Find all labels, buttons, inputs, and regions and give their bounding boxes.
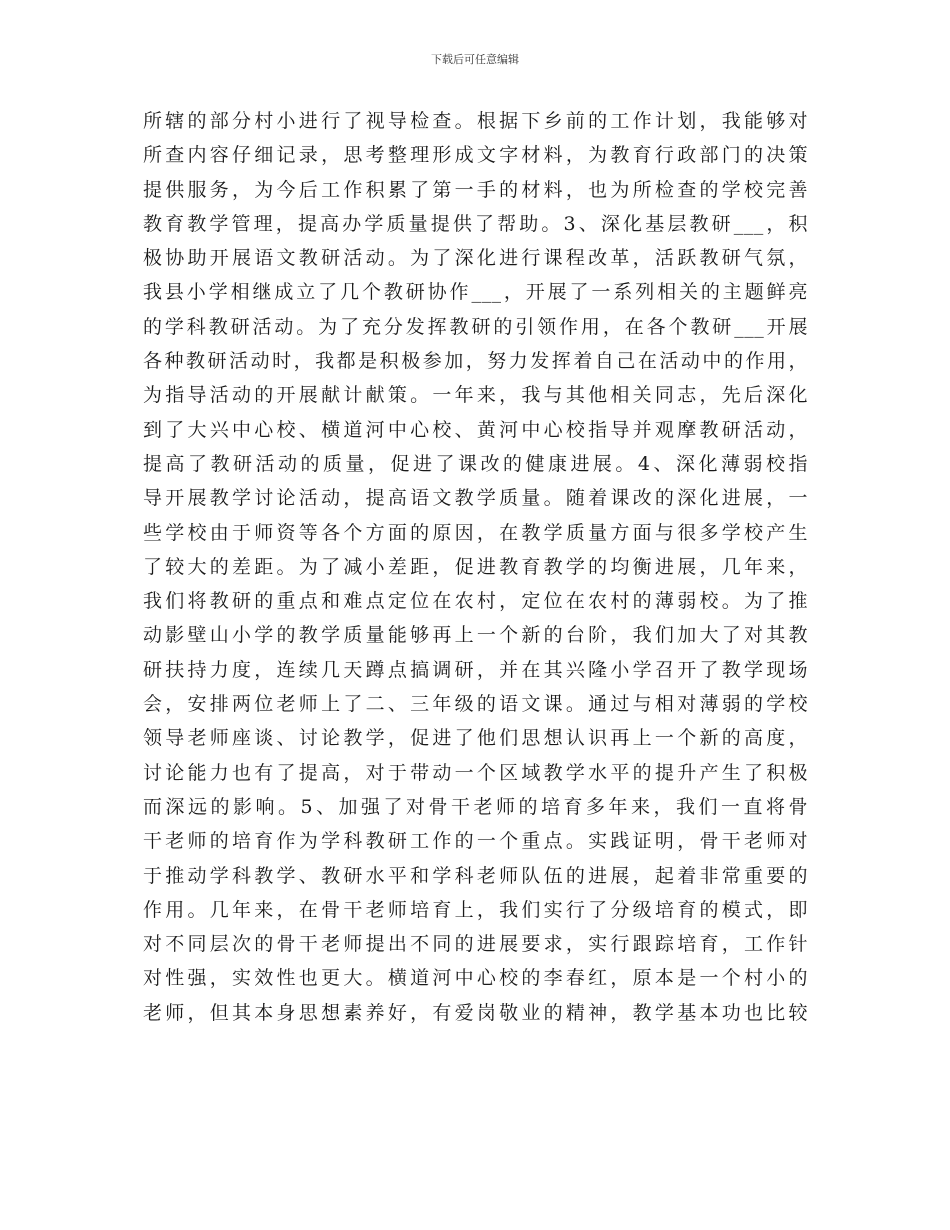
text-line: 干老师的培育作为学科教研工作的一个重点。实践证明，骨干老师对 — [143, 830, 808, 853]
text-line: 各种教研活动时，我都是积极参加，努力发挥着自己在活动中的作用， — [143, 350, 808, 373]
text-line: 了较大的差距。为了减小差距，促进教育教学的均衡进展，几年来， — [143, 555, 808, 578]
text-line: 提供服务，为今后工作积累了第一手的材料，也为所检查的学校完善 — [143, 178, 808, 201]
text-line: 老师，但其本身思想素养好，有爱岗敬业的精神，教学基本功也比较 — [143, 1001, 808, 1024]
text-line: 对不同层次的骨干老师提出不同的进展要求，实行跟踪培育，工作针 — [143, 933, 808, 956]
text-line: 讨论能力也有了提高，对于带动一个区域教学水平的提升产生了积极 — [143, 761, 808, 784]
text-line: 导开展教学讨论活动，提高语文教学质量。随着课改的深化进展，一 — [143, 487, 808, 510]
text-line: 对性强，实效性也更大。横道河中心校的李春红，原本是一个村小的 — [143, 967, 808, 990]
body-text — [143, 104, 808, 1030]
text-line: 提高了教研活动的质量，促进了课改的健康进展。4、深化薄弱校指 — [143, 452, 808, 475]
text-line: 的学科教研活动。为了充分发挥教研的引领作用，在各个教研___开展 — [143, 315, 808, 338]
text-line: 作用。几年来，在骨干老师培育上，我们实行了分级培育的模式，即 — [143, 898, 808, 921]
text-line: 我县小学相继成立了几个教研协作___，开展了一系列相关的主题鲜亮 — [143, 281, 808, 304]
text-line: 于推动学科教学、教研水平和学科老师队伍的进展，起着非常重要的 — [143, 864, 808, 887]
text-line: 会，安排两位老师上了二、三年级的语文课。通过与相对薄弱的学校 — [143, 693, 808, 716]
text-line: 教育教学管理，提高办学质量提供了帮助。3、深化基层教研___，积 — [143, 212, 808, 235]
text-line: 为指导活动的开展献计献策。一年来，我与其他相关同志，先后深化 — [143, 384, 808, 407]
header-note: 下载后可任意编辑 — [431, 53, 519, 66]
text-line: 些学校由于师资等各个方面的原因，在教学质量方面与很多学校产生 — [143, 521, 808, 544]
text-line: 研扶持力度，连续几天蹲点搞调研，并在其兴隆小学召开了教学现场 — [143, 658, 808, 681]
text-line: 到了大兴中心校、横道河中心校、黄河中心校指导并观摩教研活动， — [143, 418, 808, 441]
text-line: 动影壁山小学的教学质量能够再上一个新的台阶，我们加大了对其教 — [143, 624, 808, 647]
text-line: 我们将教研的重点和难点定位在农村，定位在农村的薄弱校。为了推 — [143, 590, 808, 613]
text-line: 领导老师座谈、讨论教学，促进了他们思想认识再上一个新的高度， — [143, 727, 808, 750]
text-line: 所查内容仔细记录，思考整理形成文字材料，为教育行政部门的决策 — [143, 144, 808, 167]
text-line: 所辖的部分村小进行了视导检查。根据下乡前的工作计划，我能够对 — [143, 110, 808, 132]
text-line: 极协助开展语文教研活动。为了深化进行课程改革，活跃教研气氛， — [143, 247, 808, 270]
text-line: 而深远的影响。5、加强了对骨干老师的培育多年来，我们一直将骨 — [143, 795, 808, 818]
